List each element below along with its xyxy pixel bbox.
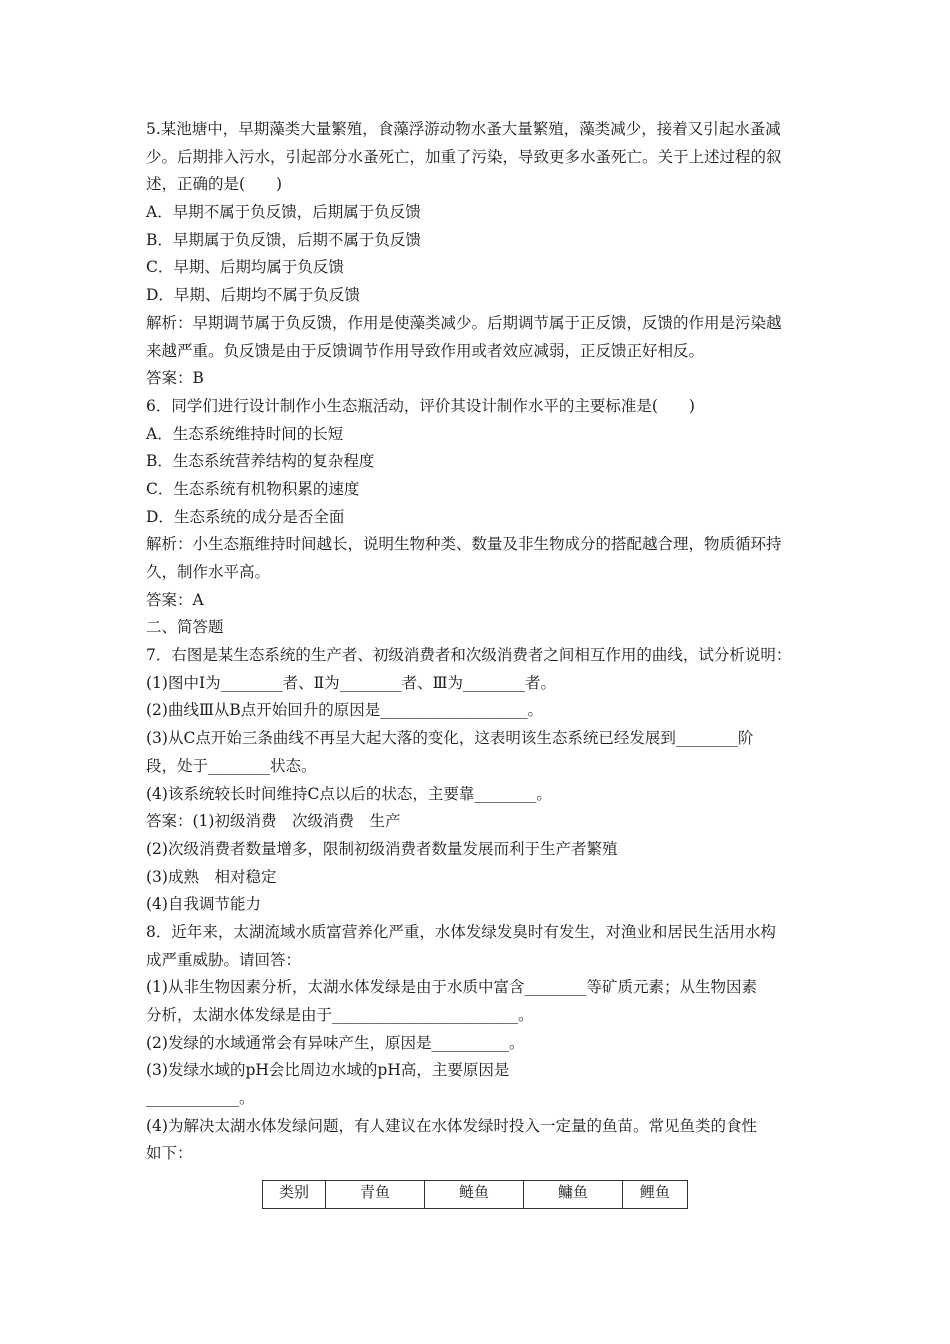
text-line: 解析：小生态瓶维持时间越长，说明生物种类、数量及非生物成分的搭配越合理，物质循环持 xyxy=(146,535,782,554)
text-line: (3)成熟 相对稳定 xyxy=(146,867,277,886)
text-line: 少。后期排入污水，引起部分水蚤死亡，加重了污染，导致更多水蚤死亡。关于上述过程的叙 xyxy=(146,147,782,166)
table-header-cell: 鳙鱼 xyxy=(524,1181,623,1209)
text-line: A．早期不属于负反馈，后期属于负反馈 xyxy=(146,203,421,222)
text-line: (2)发绿的水域通常会有异味产生，原因是__________。 xyxy=(146,1033,525,1052)
text-line: (2)次级消费者数量增多，限制初级消费者数量发展而利于生产者繁殖 xyxy=(146,839,618,858)
text-line: (4)自我调节能力 xyxy=(146,895,261,914)
text-line: 答案：B xyxy=(146,369,204,388)
text-line: 述，正确的是( ) xyxy=(146,175,283,194)
text-line: 5.某池塘中，早期藻类大量繁殖，食藻浮游动物水蚤大量繁殖，藻类减少，接着又引起水蚤减 xyxy=(146,120,781,138)
table-header-cell: 鲢鱼 xyxy=(425,1181,524,1209)
text-line: 如下： xyxy=(146,1144,193,1163)
text-line: 来越严重。负反馈是由于反馈调节作用导致作用或者效应减弱，正反馈正好相反。 xyxy=(146,341,705,360)
fish-diet-table xyxy=(262,1180,688,1209)
text-line: C．生态系统有机物积累的速度 xyxy=(146,479,360,498)
table-header-row xyxy=(263,1181,688,1209)
text-line: 答案：A xyxy=(146,590,204,609)
text-line: 二、简答题 xyxy=(146,618,224,637)
text-line: 6．同学们进行设计制作小生态瓶活动，评价其设计制作水平的主要标准是( ) xyxy=(146,396,695,415)
document-body xyxy=(146,116,826,1168)
table-header-cell: 鲤鱼 xyxy=(623,1181,688,1209)
text-line: 7．右图是某生态系统的生产者、初级消费者和次级消费者之间相互作用的曲线，试分析说明： xyxy=(146,646,792,665)
text-line: D．早期、后期均不属于负反馈 xyxy=(146,286,360,305)
text-line: 久，制作水平高。 xyxy=(146,563,271,581)
text-line: 成严重威胁。请回答： xyxy=(146,950,302,969)
text-line: A．生态系统维持时间的长短 xyxy=(146,424,344,443)
text-line: B．早期属于负反馈，后期不属于负反馈 xyxy=(146,230,421,249)
text-line: 分析，太湖水体发绿是由于________________________。 xyxy=(146,1006,534,1024)
text-line: 解析：早期调节属于负反馈，作用是使藻类减少。后期调节属于正反馈，反馈的作用是污染越 xyxy=(146,313,782,332)
text-line: (1)图中Ⅰ为________者、Ⅱ为________者、Ⅲ为________者。 xyxy=(146,673,557,692)
text-line: (4)该系统较长时间维持C点以后的状态，主要靠________。 xyxy=(146,784,552,803)
text-line: 答案：(1)初级消费 次级消费 生产 xyxy=(146,812,401,831)
text-line: (1)从非生物因素分析，太湖水体发绿是由于水质中富含________等矿质元素；从生物因素 xyxy=(146,978,757,997)
text-line: D．生态系统的成分是否全面 xyxy=(146,507,345,526)
table-header-cell: 类别 xyxy=(263,1181,326,1209)
text-line: ____________。 xyxy=(146,1089,255,1108)
text-line: (3)发绿水域的pH会比周边水域的pH高，主要原因是 xyxy=(146,1061,510,1080)
table-header-cell: 青鱼 xyxy=(326,1181,425,1209)
text-line: 8．近年来，太湖流域水质富营养化严重，水体发绿发臭时有发生，对渔业和居民生活用水构 xyxy=(146,922,776,941)
text-line: (2)曲线Ⅲ从B点开始回升的原因是___________________。 xyxy=(146,701,544,720)
text-line: (4)为解决太湖水体发绿问题，有人建议在水体发绿时投入一定量的鱼苗。常见鱼类的食性 xyxy=(146,1116,757,1135)
text-line: 段，处于________状态。 xyxy=(146,756,317,775)
text-line: (3)从C点开始三条曲线不再呈大起大落的变化，这表明该生态系统已经发展到________阶 xyxy=(146,729,754,748)
text-line: C．早期、后期均属于负反馈 xyxy=(146,258,344,277)
text-line: B．生态系统营养结构的复杂程度 xyxy=(146,452,375,471)
